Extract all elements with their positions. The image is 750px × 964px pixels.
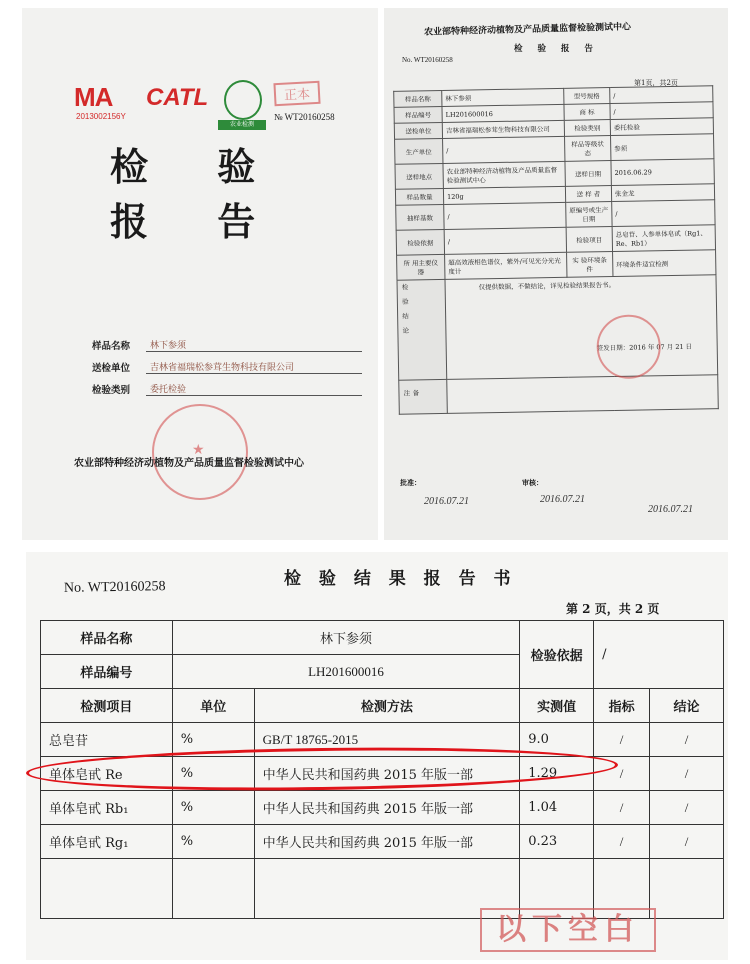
agri-inspection-tag: 农业检测 [218,120,266,130]
col-header-result: 结论 [650,689,724,723]
col-header-value: 实测值 [520,689,594,723]
page2-title: 检 验 结 果 报 告 书 [284,569,517,589]
table-row: 所 用主要仪器 超高效液相色谱仪，紫外/可见光分光光度计 实 验环境条件 环境条件适宜检测 [397,250,716,281]
sample-no-label: 样品编号 [41,655,173,689]
col-header-item: 检测项目 [41,689,173,723]
original-copy-stamp: 正本 [273,81,320,106]
approve-label: 批准： [400,478,421,487]
cover-field-submitter: 送检单位 吉林省福瑞松参茸生物科技有限公司 [92,352,362,374]
remark-row [399,375,719,415]
sample-no-value: LH201600016 [172,655,519,689]
table-row [41,621,724,655]
page1-header: 农业部特种经济动植物及产品质量监督检验测试中心 [423,22,632,38]
cover-title: 检 验 报 告 [110,144,284,244]
table-row: 送检单位 吉林省福瑞松参茸生物科技有限公司 检验类别 委托检验 [394,118,713,140]
report-page-2-photo [26,552,728,960]
table-row: 送样地点 农业部特种经济动植物及产品质量监督检验测试中心 送样日期 2016.06.29 [395,159,714,190]
table-row: 单体皂甙 Rb₁ % 中华人民共和国药典 2015 年版一部 1.04 / / [41,791,724,825]
basis-value: / [594,621,724,689]
conclusion-label: 检验结论 [400,283,410,342]
cma-code: 2013002156Y [76,112,126,121]
sample-name-value: 林下参须 [172,621,519,655]
table-row: 样品名称 林下参须 型号规格 / [394,86,713,108]
basis-label: 检验依据 [520,621,594,689]
seal-star-icon: ★ [192,442,205,458]
blank-below-stamp: 以下空白 [480,908,656,952]
catl-logo: CATL [146,84,209,111]
certification-logos [74,78,374,130]
table-row: 单体皂甙 Rg₁ % 中华人民共和国药典 2015 年版一部 0.23 / / [41,825,724,859]
tester-signature: 2016.07.21 [648,504,693,515]
remark-label: 备注 [402,389,420,405]
page1-info-table [393,85,719,415]
table-row: 检验依据 / 检验项目 总皂苷、人参单体皂甙（Rg1、Re、Rb1） [396,225,715,256]
col-header-method: 检测方法 [254,689,520,723]
agri-inspection-logo [224,80,262,120]
page1-red-seal [596,314,661,379]
page2-report-number: No. WT20160258 [63,579,166,596]
col-header-unit: 单位 [172,689,254,723]
table-row: 抽样基数 / 原编号或生产日期 / [396,200,715,231]
conclusion-row [397,275,718,381]
table-row: 总皂苷 % GB/T 18765-2015 9.0 / / [41,723,724,757]
page2-page-info: 第 2 页，共 2 页 [566,602,660,616]
approve-signature: 2016.07.21 [424,496,469,507]
cover-organization: 农业部特种经济动植物及产品质量监督检验测试中心 [74,458,304,469]
col-header-index: 指标 [594,689,650,723]
cover-report-number: № WT20160258 [274,112,335,122]
cma-logo: MA [74,82,113,112]
review-label: 审核： [522,478,543,487]
conclusion-text: 仅提供数据，不做结论，详见检验结果报告书。 [478,280,616,292]
table-row: 单体皂甙 Re % 中华人民共和国药典 2015 年版一部 1.29 / / [41,757,724,791]
page1-report-number: No. WT20160258 [402,56,453,64]
review-signature: 2016.07.21 [540,494,585,505]
table-row: 样品编号 LH201600016 商 标 / [394,102,713,124]
table-row: 样品数量 120g 送 样 者 张金龙 [395,184,714,206]
issue-date: 签发日期：2016 年 07 月 21 日 [596,342,693,353]
cover-field-sample-name: 样品名称 林下参须 [92,330,362,352]
report-page-1-photo [384,8,728,540]
cover-fields [92,330,362,396]
cover-page-photo [22,8,378,540]
page1-subtitle: 检 验 报 告 [514,44,599,54]
page1-page-info: 第1页，共2页 [634,79,678,87]
results-header-row [41,689,724,723]
table-row: 生产单位 / 样品等级状 态 参须 [395,134,714,165]
sample-name-label: 样品名称 [41,621,173,655]
cover-field-category: 检验类别 委托检验 [92,374,362,396]
